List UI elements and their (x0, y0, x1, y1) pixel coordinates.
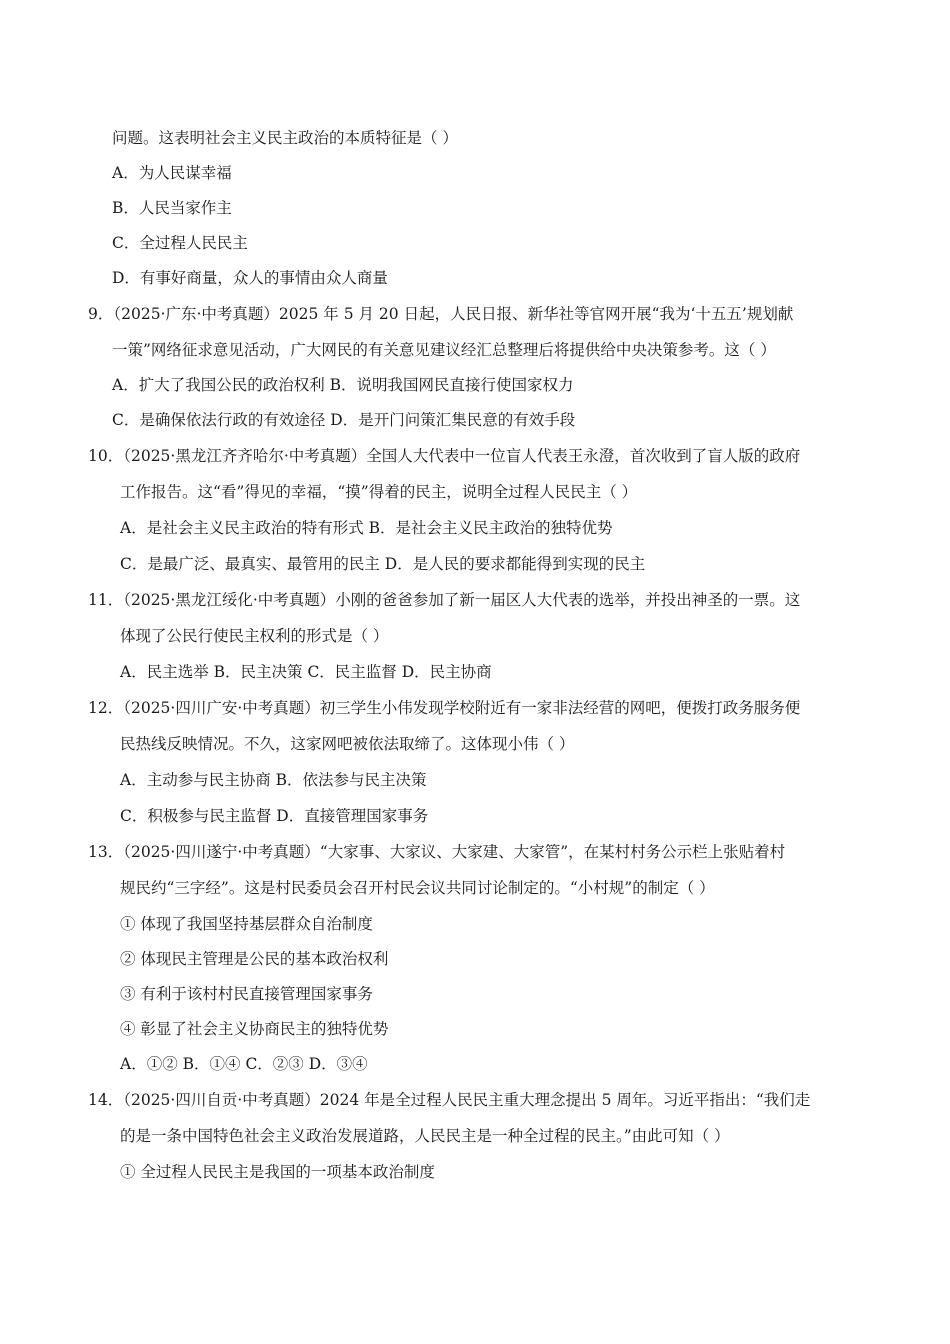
q9-stem-line1: 9．（2025·广东·中考真题）2025 年 5 月 20 日起，人民日报、新华社等官网开展“我为‘十五五’规划献 (88, 305, 794, 323)
q8-tail: 问题。这表明社会主义民主政治的本质特征是（ ） (112, 129, 458, 147)
q13-item-3: ③ 有利于该村村民直接管理国家事务 (120, 985, 373, 1003)
q12-options-cd: C．积极参与民主监督 D．直接管理国家事务 (120, 807, 429, 825)
q8-option-c: C．全过程人民民主 (112, 234, 248, 252)
q11-stem-line2: 体现了公民行使民主权利的形式是（ ） (120, 627, 389, 645)
q9-stem-line2: 一策”网络征求意见活动，广大网民的有关意见建议经汇总整理后将提供给中央决策参考。这（ ） (112, 341, 776, 359)
q13-stem-line2: 规民约“三字经”。这是村民委员会召开村民会议共同讨论制定的。“小村规”的制定（ ） (120, 879, 715, 897)
q8-option-b: B．人民当家作主 (112, 199, 232, 217)
q10-options-cd: C．是最广泛、最真实、最管用的民主 D．是人民的要求都能得到实现的民主 (120, 555, 646, 573)
q12-options-ab: A．主动参与民主协商 B．依法参与民主决策 (120, 771, 427, 789)
q13-item-4: ④ 彰显了社会主义协商民主的独特优势 (120, 1020, 389, 1038)
q11-options: A．民主选举 B．民主决策 C．民主监督 D．民主协商 (120, 663, 492, 681)
q9-options-cd: C．是确保依法行政的有效途径 D．是开门问策汇集民意的有效手段 (112, 411, 576, 429)
q14-stem-line2: 的是一条中国特色社会主义政治发展道路，人民民主是一种全过程的民主。”由此可知（ ） (120, 1127, 730, 1145)
q8-option-d: D．有事好商量，众人的事情由众人商量 (112, 269, 388, 287)
q12-stem-line2: 民热线反映情况。不久，这家网吧被依法取缔了。这体现小伟（ ） (120, 735, 575, 753)
q10-stem-line2: 工作报告。这“看”得见的幸福，“摸”得着的民主，说明全过程人民民主（ ） (120, 483, 638, 501)
q13-item-2: ② 体现民主管理是公民的基本政治权利 (120, 950, 389, 968)
q11-stem-line1: 11．（2025·黑龙江绥化·中考真题）小刚的爸爸参加了新一届区人大代表的选举，并投出神圣的一票。这 (88, 591, 801, 609)
q10-stem-line1: 10．（2025·黑龙江齐齐哈尔·中考真题）全国人大代表中一位盲人代表王永澄，首次收到了盲人版的政府 (88, 447, 801, 465)
q13-stem-line1: 13．（2025·四川遂宁·中考真题）“大家事、大家议、大家建、大家管”，在某村村务公示栏上张贴着村 (88, 843, 786, 861)
q9-options-ab: A．扩大了我国公民的政治权利 B．说明我国网民直接行使国家权力 (112, 376, 574, 394)
q10-options-ab: A．是社会主义民主政治的特有形式 B．是社会主义民主政治的独特优势 (120, 519, 613, 537)
q12-stem-line1: 12．（2025·四川广安·中考真题）初三学生小伟发现学校附近有一家非法经营的网吧，便拨打政务服务便 (88, 699, 801, 717)
q14-stem-line1: 14．（2025·四川自贡·中考真题）2024 年是全过程人民民主重大理念提出 5 周年。习近平指出：“我们走 (88, 1091, 811, 1109)
q13-options: A．①② B．①④ C．②③ D．③④ (120, 1055, 368, 1073)
q14-item-1: ① 全过程人民民主是我国的一项基本政治制度 (120, 1163, 435, 1181)
q13-item-1: ① 体现了我国坚持基层群众自治制度 (120, 915, 373, 933)
q8-option-a: A．为人民谋幸福 (112, 164, 232, 182)
